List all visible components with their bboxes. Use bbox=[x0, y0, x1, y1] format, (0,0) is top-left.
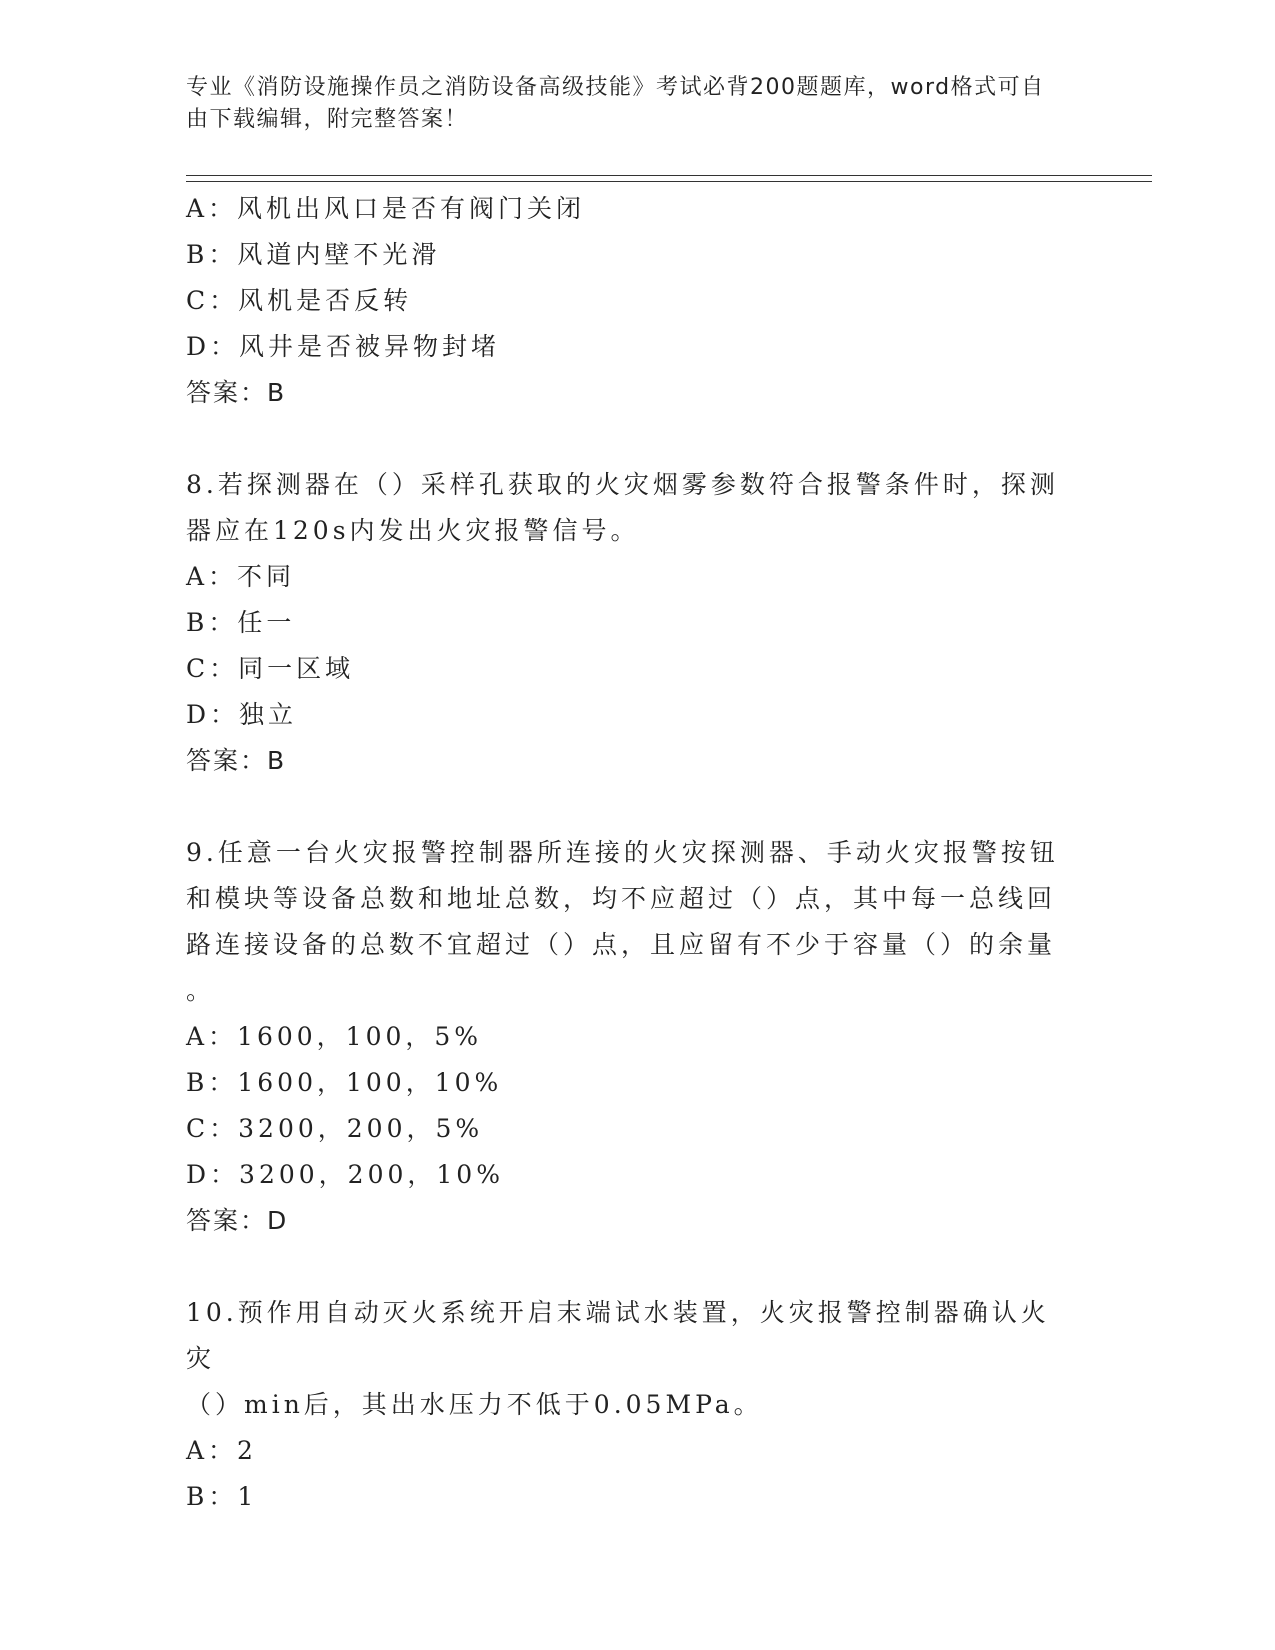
spacer bbox=[186, 784, 1066, 830]
option-d: D：3200，200，10% bbox=[186, 1160, 504, 1189]
header-divider-top bbox=[186, 175, 1152, 176]
option-a: A：不同 bbox=[186, 562, 296, 591]
option-b: B：风道内壁不光滑 bbox=[186, 240, 441, 269]
question-9 bbox=[186, 830, 1066, 1244]
question-8 bbox=[186, 462, 1066, 784]
option-b: B：任一 bbox=[186, 608, 296, 637]
option-c: C：同一区域 bbox=[186, 654, 355, 683]
answer-line: 答案：D bbox=[186, 1206, 289, 1235]
option-c: C：风机是否反转 bbox=[186, 286, 413, 315]
question-text: 9.任意一台火灾报警控制器所连接的火灾探测器、手动火灾报警按钮 和模块等设备总数和地址总数，均不应超过（）点，其中每一总线回 路连接设备的总数不宜超过（）点，且应留有不少于容量（）的余量 。 bbox=[186, 838, 1059, 1005]
spacer bbox=[186, 416, 1066, 462]
document-header: 专业《消防设施操作员之消防设备高级技能》考试必背200题题库，word格式可自由下载编辑，附完整答案！ bbox=[186, 75, 1045, 132]
option-d: D：风井是否被异物封堵 bbox=[186, 332, 501, 361]
header-divider-bottom bbox=[186, 181, 1152, 182]
question-7 bbox=[186, 186, 1066, 416]
option-a: A：风机出风口是否有阀门关闭 bbox=[186, 194, 586, 223]
option-c: C：3200，200，5% bbox=[186, 1114, 484, 1143]
question-list bbox=[186, 186, 1066, 1520]
question-10 bbox=[186, 1290, 1066, 1520]
answer-line: 答案：B bbox=[186, 378, 287, 407]
option-d: D：独立 bbox=[186, 700, 298, 729]
option-b: B：1600，100，10% bbox=[186, 1068, 503, 1097]
question-text: 10.预作用自动灭火系统开启末端试水装置，火灾报警控制器确认火灾 （）min后，其出水压力不低于0.05MPa。 bbox=[186, 1298, 1050, 1419]
question-text: 8.若探测器在（）采样孔获取的火灾烟雾参数符合报警条件时，探测 器应在120s内发出火灾报警信号。 bbox=[186, 470, 1059, 545]
option-b: B：1 bbox=[186, 1482, 258, 1511]
spacer bbox=[186, 1244, 1066, 1290]
option-a: A：1600，100，5% bbox=[186, 1022, 483, 1051]
answer-line: 答案：B bbox=[186, 746, 287, 775]
option-a: A：2 bbox=[186, 1436, 257, 1465]
